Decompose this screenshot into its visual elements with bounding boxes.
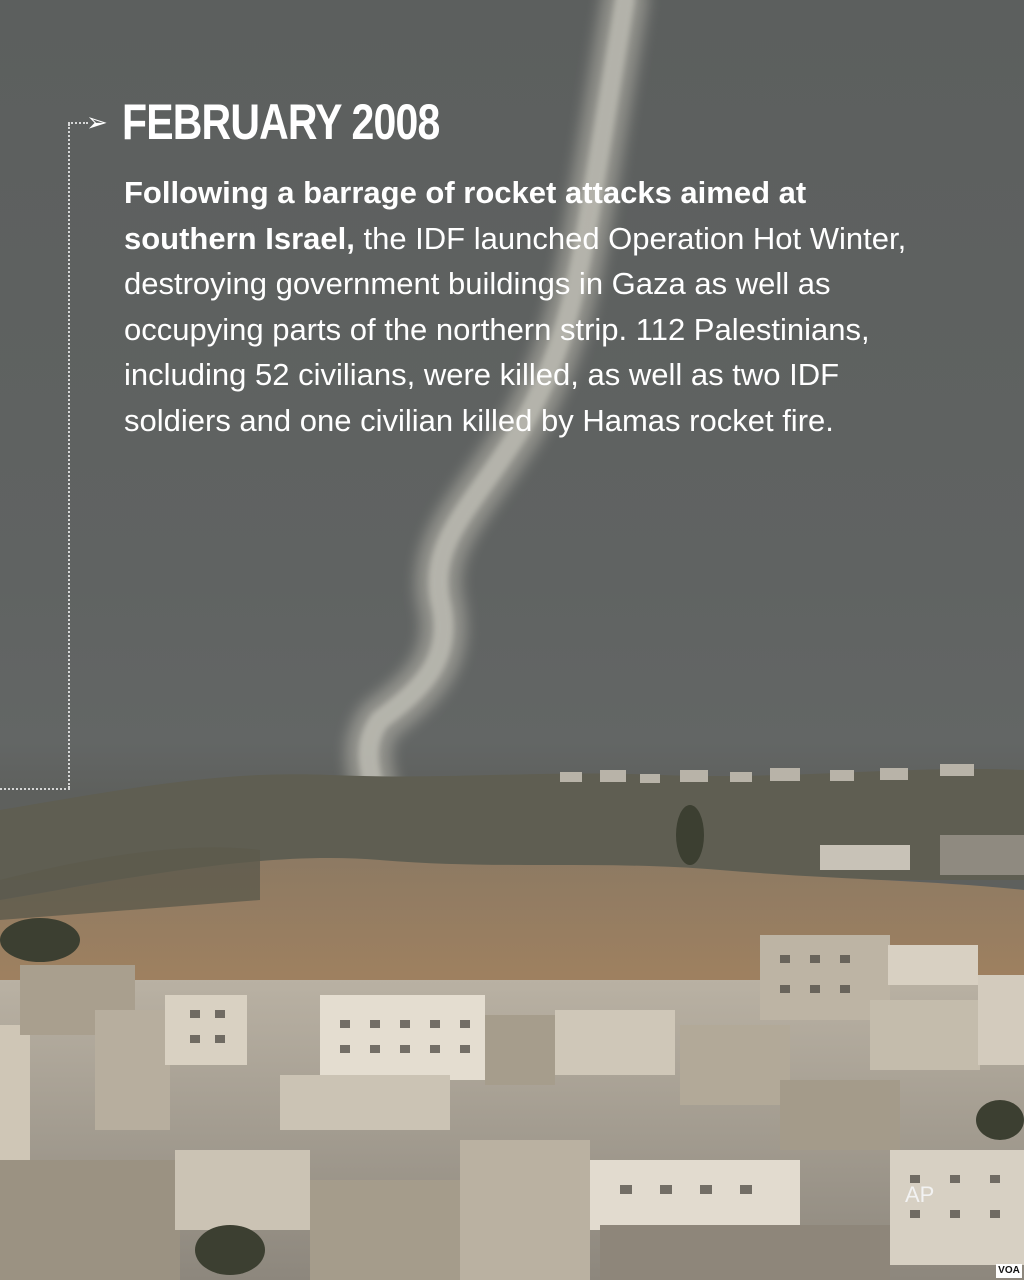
photo-credit: AP	[905, 1182, 935, 1207]
body-paragraph	[124, 170, 924, 443]
arrow-icon: ➢	[86, 108, 108, 138]
timeline-foot	[0, 788, 70, 790]
source-badge: VOA	[996, 1264, 1022, 1278]
timeline-connector	[68, 122, 88, 124]
body-lead: Following a barrage of rocket attacks aimed at southern Israel,	[124, 175, 807, 256]
timeline-line	[68, 124, 70, 788]
body-text: the IDF launched Operation Hot Winter, destroying government buildings in Gaza as well as occupying parts of the northern strip. 112 Palestinians, including 52 civilians, were killed, as well as two IDF soldiers and one civilian killed by Hamas rocket fire.	[124, 220, 907, 438]
headline: FEBRUARY 2008	[122, 94, 440, 150]
